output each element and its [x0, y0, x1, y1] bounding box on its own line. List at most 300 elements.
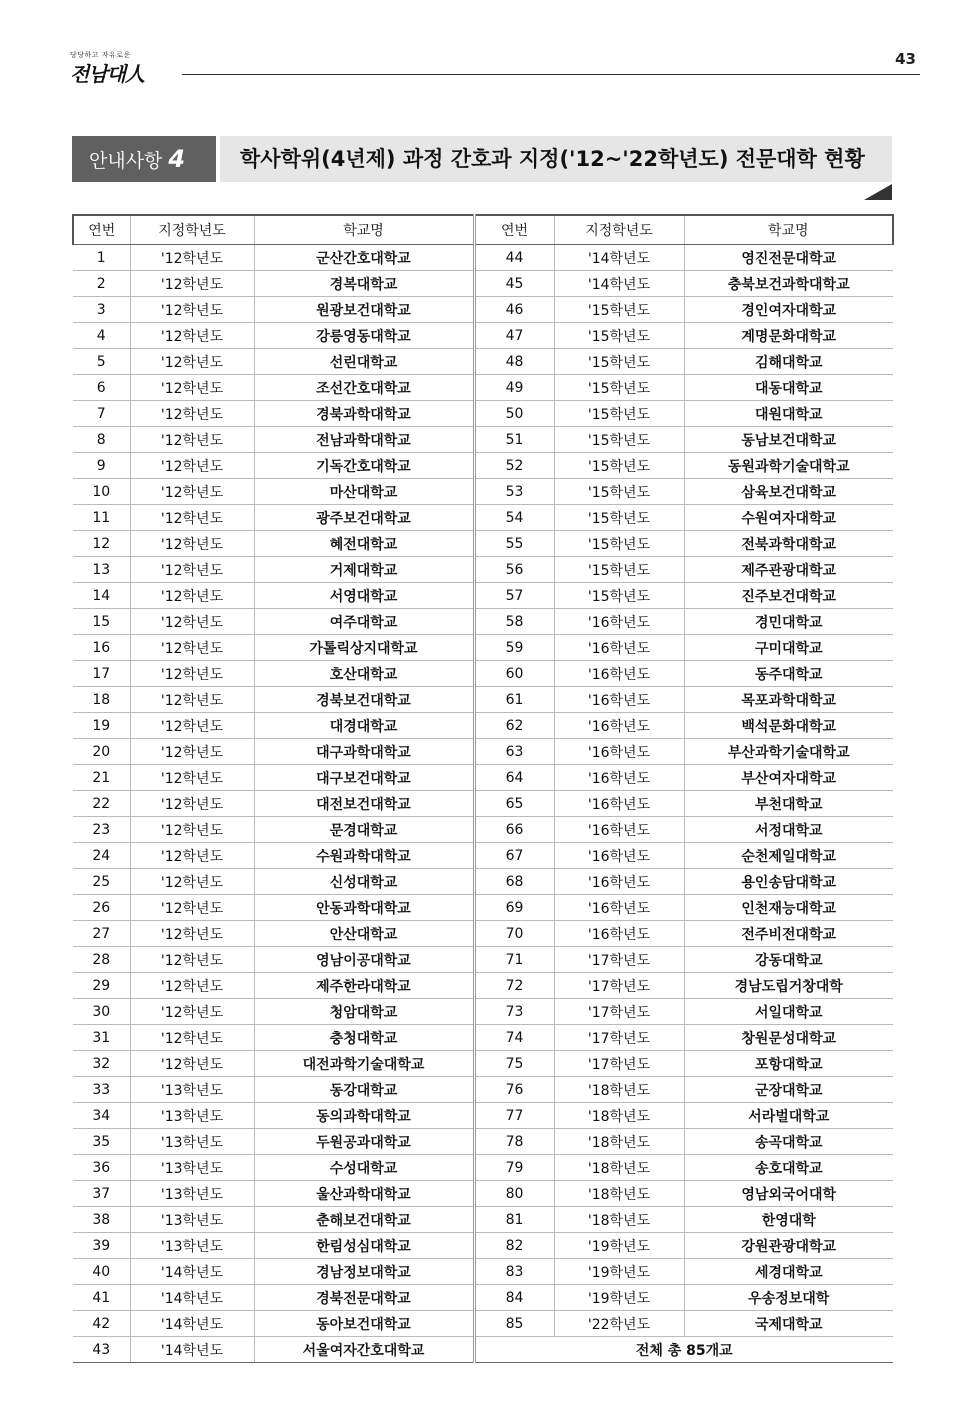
row-no: 8	[73, 427, 130, 453]
table-row	[73, 791, 893, 817]
row-no: 74	[474, 1025, 554, 1051]
col-header-name-left: 학교명	[254, 215, 474, 245]
row-year: '15학년도	[554, 323, 684, 349]
row-school-name: 강릉영동대학교	[254, 323, 474, 349]
row-school-name: 구미대학교	[684, 635, 893, 661]
row-no: 33	[73, 1077, 130, 1103]
row-year: '15학년도	[554, 375, 684, 401]
table-row	[73, 349, 893, 375]
row-school-name: 경남정보대학교	[254, 1259, 474, 1285]
row-year: '19학년도	[554, 1285, 684, 1311]
row-no: 3	[73, 297, 130, 323]
table-row	[73, 713, 893, 739]
row-school-name: 계명문화대학교	[684, 323, 893, 349]
row-school-name: 대구보건대학교	[254, 765, 474, 791]
row-no: 12	[73, 531, 130, 557]
table-row	[73, 921, 893, 947]
row-year: '15학년도	[554, 401, 684, 427]
row-school-name: 포항대학교	[684, 1051, 893, 1077]
row-school-name: 세경대학교	[684, 1259, 893, 1285]
row-year: '16학년도	[554, 635, 684, 661]
row-year: '15학년도	[554, 557, 684, 583]
row-year: '18학년도	[554, 1207, 684, 1233]
col-header-year-right: 지정학년도	[554, 215, 684, 245]
row-no: 49	[474, 375, 554, 401]
row-school-name: 울산과학대학교	[254, 1181, 474, 1207]
table-row	[73, 609, 893, 635]
logo-tagline: 당당하고 자유로운	[70, 51, 131, 59]
row-year: '16학년도	[554, 713, 684, 739]
row-no: 28	[73, 947, 130, 973]
row-school-name: 진주보건대학교	[684, 583, 893, 609]
row-no: 5	[73, 349, 130, 375]
row-no: 50	[474, 401, 554, 427]
row-no: 2	[73, 271, 130, 297]
row-no: 55	[474, 531, 554, 557]
notice-title-block	[72, 136, 892, 184]
row-year: '18학년도	[554, 1077, 684, 1103]
col-header-no-left: 연번	[73, 215, 130, 245]
row-year: '15학년도	[554, 297, 684, 323]
row-year: '15학년도	[554, 427, 684, 453]
row-year: '13학년도	[130, 1103, 254, 1129]
row-no: 46	[474, 297, 554, 323]
row-year: '12학년도	[130, 973, 254, 999]
row-school-name: 김해대학교	[684, 349, 893, 375]
table-row	[73, 817, 893, 843]
notice-label: 안내사항	[89, 150, 163, 172]
row-no: 25	[73, 869, 130, 895]
row-school-name: 충청대학교	[254, 1025, 474, 1051]
row-year: '12학년도	[130, 895, 254, 921]
table-row	[73, 765, 893, 791]
row-year: '12학년도	[130, 921, 254, 947]
row-year: '13학년도	[130, 1207, 254, 1233]
row-no: 82	[474, 1233, 554, 1259]
row-school-name: 거제대학교	[254, 557, 474, 583]
row-year: '17학년도	[554, 973, 684, 999]
row-year: '17학년도	[554, 1051, 684, 1077]
row-no: 31	[73, 1025, 130, 1051]
row-no: 73	[474, 999, 554, 1025]
row-no: 11	[73, 505, 130, 531]
row-year: '12학년도	[130, 687, 254, 713]
title-corner-decoration	[864, 184, 892, 200]
row-school-name: 경북보건대학교	[254, 687, 474, 713]
row-no: 21	[73, 765, 130, 791]
row-school-name: 군장대학교	[684, 1077, 893, 1103]
row-school-name: 수성대학교	[254, 1155, 474, 1181]
row-no: 68	[474, 869, 554, 895]
row-year: '14학년도	[554, 271, 684, 297]
table-row	[73, 505, 893, 531]
row-year: '15학년도	[554, 531, 684, 557]
row-no: 83	[474, 1259, 554, 1285]
row-no: 40	[73, 1259, 130, 1285]
row-no: 37	[73, 1181, 130, 1207]
row-year: '15학년도	[554, 349, 684, 375]
row-no: 41	[73, 1285, 130, 1311]
row-year: '19학년도	[554, 1259, 684, 1285]
row-year: '19학년도	[554, 1233, 684, 1259]
row-no: 78	[474, 1129, 554, 1155]
row-school-name: 한림성심대학교	[254, 1233, 474, 1259]
row-year: '12학년도	[130, 245, 254, 271]
row-year: '18학년도	[554, 1103, 684, 1129]
row-no: 19	[73, 713, 130, 739]
row-year: '12학년도	[130, 401, 254, 427]
row-school-name: 전남과학대학교	[254, 427, 474, 453]
row-year: '12학년도	[130, 297, 254, 323]
row-school-name: 영남이공대학교	[254, 947, 474, 973]
page-number: 43	[895, 50, 916, 68]
table-header-row	[73, 215, 893, 245]
row-year: '12학년도	[130, 817, 254, 843]
row-year: '12학년도	[130, 765, 254, 791]
row-school-name: 서일대학교	[684, 999, 893, 1025]
row-school-name: 수원여자대학교	[684, 505, 893, 531]
row-year: '13학년도	[130, 1181, 254, 1207]
row-year: '12학년도	[130, 661, 254, 687]
row-school-name: 문경대학교	[254, 817, 474, 843]
row-no: 32	[73, 1051, 130, 1077]
row-no: 61	[474, 687, 554, 713]
row-school-name: 인천재능대학교	[684, 895, 893, 921]
row-school-name: 경복대학교	[254, 271, 474, 297]
row-no: 67	[474, 843, 554, 869]
row-no: 30	[73, 999, 130, 1025]
col-header-name-right: 학교명	[684, 215, 893, 245]
row-year: '16학년도	[554, 869, 684, 895]
row-no: 57	[474, 583, 554, 609]
row-school-name: 경북과학대학교	[254, 401, 474, 427]
col-header-year-left: 지정학년도	[130, 215, 254, 245]
row-school-name: 영진전문대학교	[684, 245, 893, 271]
row-year: '18학년도	[554, 1129, 684, 1155]
row-year: '16학년도	[554, 843, 684, 869]
row-school-name: 호산대학교	[254, 661, 474, 687]
row-year: '17학년도	[554, 999, 684, 1025]
row-school-name: 가톨릭상지대학교	[254, 635, 474, 661]
table-row-last	[73, 1337, 893, 1363]
row-no: 59	[474, 635, 554, 661]
table-row	[73, 1181, 893, 1207]
row-year: '12학년도	[130, 869, 254, 895]
table-row	[73, 401, 893, 427]
row-year: '12학년도	[130, 843, 254, 869]
table-row	[73, 869, 893, 895]
row-no: 76	[474, 1077, 554, 1103]
row-no: 52	[474, 453, 554, 479]
table-row	[73, 843, 893, 869]
row-school-name: 동아보건대학교	[254, 1311, 474, 1337]
notice-number: 4	[168, 145, 186, 173]
row-no: 1	[73, 245, 130, 271]
row-year: '12학년도	[130, 349, 254, 375]
row-no: 62	[474, 713, 554, 739]
row-school-name: 한영대학	[684, 1207, 893, 1233]
row-no: 23	[73, 817, 130, 843]
row-school-name: 전북과학대학교	[684, 531, 893, 557]
table-row	[73, 583, 893, 609]
table-row	[73, 1129, 893, 1155]
row-no: 7	[73, 401, 130, 427]
row-school-name: 대동대학교	[684, 375, 893, 401]
row-no: 77	[474, 1103, 554, 1129]
row-no: 43	[73, 1337, 130, 1363]
table-row	[73, 1207, 893, 1233]
row-year: '16학년도	[554, 609, 684, 635]
row-year: '12학년도	[130, 635, 254, 661]
row-school-name: 대구과학대학교	[254, 739, 474, 765]
row-year: '16학년도	[554, 687, 684, 713]
row-year: '14학년도	[130, 1311, 254, 1337]
row-no: 70	[474, 921, 554, 947]
row-school-name: 여주대학교	[254, 609, 474, 635]
table-row	[73, 973, 893, 999]
row-year: '12학년도	[130, 947, 254, 973]
row-year: '15학년도	[554, 583, 684, 609]
row-year: '14학년도	[554, 245, 684, 271]
row-school-name: 기독간호대학교	[254, 453, 474, 479]
row-school-name: 대경대학교	[254, 713, 474, 739]
row-no: 16	[73, 635, 130, 661]
row-school-name: 청암대학교	[254, 999, 474, 1025]
row-year: '12학년도	[130, 609, 254, 635]
row-school-name: 부산여자대학교	[684, 765, 893, 791]
row-year: '12학년도	[130, 1051, 254, 1077]
row-year: '12학년도	[130, 999, 254, 1025]
row-year: '14학년도	[130, 1337, 254, 1363]
row-no: 53	[474, 479, 554, 505]
row-no: 65	[474, 791, 554, 817]
row-year: '13학년도	[130, 1155, 254, 1181]
notice-label-box	[72, 136, 216, 182]
row-year: '18학년도	[554, 1155, 684, 1181]
row-school-name: 부천대학교	[684, 791, 893, 817]
table-row	[73, 1103, 893, 1129]
row-no: 81	[474, 1207, 554, 1233]
table-row	[73, 1051, 893, 1077]
table-row	[73, 661, 893, 687]
college-table	[72, 214, 894, 1363]
row-school-name: 우송정보대학	[684, 1285, 893, 1311]
row-school-name: 영남외국어대학	[684, 1181, 893, 1207]
row-school-name: 동원과학기술대학교	[684, 453, 893, 479]
row-year: '15학년도	[554, 479, 684, 505]
row-school-name: 안동과학대학교	[254, 895, 474, 921]
table-row	[73, 297, 893, 323]
row-school-name: 경북전문대학교	[254, 1285, 474, 1311]
row-no: 58	[474, 609, 554, 635]
row-no: 20	[73, 739, 130, 765]
row-school-name: 삼육보건대학교	[684, 479, 893, 505]
table-row	[73, 1285, 893, 1311]
row-year: '16학년도	[554, 661, 684, 687]
row-no: 80	[474, 1181, 554, 1207]
row-year: '12학년도	[130, 531, 254, 557]
row-no: 24	[73, 843, 130, 869]
row-school-name: 대원대학교	[684, 401, 893, 427]
row-year: '12학년도	[130, 479, 254, 505]
row-no: 38	[73, 1207, 130, 1233]
row-no: 26	[73, 895, 130, 921]
logo: 전남대人	[70, 62, 144, 86]
total-count: 전체 총 85개교	[474, 1337, 893, 1363]
row-school-name: 서울여자간호대학교	[254, 1337, 474, 1363]
row-no: 63	[474, 739, 554, 765]
row-no: 35	[73, 1129, 130, 1155]
table-row	[73, 1259, 893, 1285]
row-school-name: 전주비전대학교	[684, 921, 893, 947]
row-no: 18	[73, 687, 130, 713]
row-year: '12학년도	[130, 583, 254, 609]
row-school-name: 제주한라대학교	[254, 973, 474, 999]
table-row	[73, 1025, 893, 1051]
table-row	[73, 453, 893, 479]
row-year: '12학년도	[130, 505, 254, 531]
row-school-name: 동강대학교	[254, 1077, 474, 1103]
row-school-name: 서라벌대학교	[684, 1103, 893, 1129]
table-row	[73, 323, 893, 349]
row-year: '12학년도	[130, 427, 254, 453]
row-school-name: 조선간호대학교	[254, 375, 474, 401]
row-no: 79	[474, 1155, 554, 1181]
row-year: '16학년도	[554, 791, 684, 817]
row-no: 4	[73, 323, 130, 349]
row-school-name: 원광보건대학교	[254, 297, 474, 323]
row-school-name: 안산대학교	[254, 921, 474, 947]
table-row	[73, 375, 893, 401]
table-row	[73, 1155, 893, 1181]
row-no: 75	[474, 1051, 554, 1077]
table-row	[73, 947, 893, 973]
row-school-name: 충북보건과학대학교	[684, 271, 893, 297]
row-year: '14학년도	[130, 1285, 254, 1311]
row-no: 47	[474, 323, 554, 349]
table-row	[73, 999, 893, 1025]
row-year: '12학년도	[130, 739, 254, 765]
row-year: '12학년도	[130, 375, 254, 401]
table-row	[73, 479, 893, 505]
row-no: 27	[73, 921, 130, 947]
row-school-name: 송곡대학교	[684, 1129, 893, 1155]
row-year: '13학년도	[130, 1233, 254, 1259]
table-row	[73, 687, 893, 713]
row-school-name: 군산간호대학교	[254, 245, 474, 271]
notice-title: 학사학위(4년제) 과정 간호과 지정('12~'22학년도) 전문대학 현황	[220, 136, 892, 182]
row-year: '17학년도	[554, 1025, 684, 1051]
row-no: 71	[474, 947, 554, 973]
row-school-name: 백석문화대학교	[684, 713, 893, 739]
row-school-name: 혜전대학교	[254, 531, 474, 557]
row-school-name: 강동대학교	[684, 947, 893, 973]
row-no: 72	[474, 973, 554, 999]
row-no: 84	[474, 1285, 554, 1311]
row-school-name: 부산과학기술대학교	[684, 739, 893, 765]
row-school-name: 두원공과대학교	[254, 1129, 474, 1155]
row-no: 34	[73, 1103, 130, 1129]
row-year: '18학년도	[554, 1181, 684, 1207]
row-year: '12학년도	[130, 791, 254, 817]
row-year: '14학년도	[130, 1259, 254, 1285]
row-year: '16학년도	[554, 817, 684, 843]
row-school-name: 수원과학대학교	[254, 843, 474, 869]
table-row	[73, 1077, 893, 1103]
row-school-name: 강원관광대학교	[684, 1233, 893, 1259]
row-school-name: 창원문성대학교	[684, 1025, 893, 1051]
row-school-name: 대전과학기술대학교	[254, 1051, 474, 1077]
row-no: 39	[73, 1233, 130, 1259]
row-year: '15학년도	[554, 453, 684, 479]
row-year: '12학년도	[130, 323, 254, 349]
row-year: '13학년도	[130, 1129, 254, 1155]
row-no: 69	[474, 895, 554, 921]
row-school-name: 경인여자대학교	[684, 297, 893, 323]
row-year: '16학년도	[554, 739, 684, 765]
row-no: 66	[474, 817, 554, 843]
row-school-name: 목포과학대학교	[684, 687, 893, 713]
row-school-name: 서영대학교	[254, 583, 474, 609]
row-school-name: 송호대학교	[684, 1155, 893, 1181]
table-row	[73, 739, 893, 765]
row-school-name: 동의과학대학교	[254, 1103, 474, 1129]
row-school-name: 용인송담대학교	[684, 869, 893, 895]
row-year: '12학년도	[130, 557, 254, 583]
table-row	[73, 531, 893, 557]
row-no: 36	[73, 1155, 130, 1181]
page-header	[70, 40, 920, 86]
row-school-name: 국제대학교	[684, 1311, 893, 1337]
row-school-name: 마산대학교	[254, 479, 474, 505]
row-school-name: 대전보건대학교	[254, 791, 474, 817]
row-year: '12학년도	[130, 271, 254, 297]
row-year: '15학년도	[554, 505, 684, 531]
row-no: 45	[474, 271, 554, 297]
row-year: '12학년도	[130, 453, 254, 479]
row-no: 17	[73, 661, 130, 687]
row-no: 15	[73, 609, 130, 635]
row-no: 10	[73, 479, 130, 505]
row-school-name: 동주대학교	[684, 661, 893, 687]
row-no: 64	[474, 765, 554, 791]
row-school-name: 경민대학교	[684, 609, 893, 635]
row-year: '16학년도	[554, 895, 684, 921]
table-row	[73, 1233, 893, 1259]
table-row	[73, 895, 893, 921]
row-no: 60	[474, 661, 554, 687]
row-no: 48	[474, 349, 554, 375]
row-year: '16학년도	[554, 765, 684, 791]
row-school-name: 순천제일대학교	[684, 843, 893, 869]
row-year: '12학년도	[130, 713, 254, 739]
row-no: 51	[474, 427, 554, 453]
row-no: 85	[474, 1311, 554, 1337]
header-divider	[182, 74, 920, 75]
row-school-name: 광주보건대학교	[254, 505, 474, 531]
row-no: 42	[73, 1311, 130, 1337]
row-school-name: 신성대학교	[254, 869, 474, 895]
row-year: '22학년도	[554, 1311, 684, 1337]
row-school-name: 동남보건대학교	[684, 427, 893, 453]
row-no: 44	[474, 245, 554, 271]
table-row	[73, 427, 893, 453]
row-no: 9	[73, 453, 130, 479]
col-header-no-right: 연번	[474, 215, 554, 245]
row-year: '12학년도	[130, 1025, 254, 1051]
table-row	[73, 1311, 893, 1337]
row-no: 54	[474, 505, 554, 531]
